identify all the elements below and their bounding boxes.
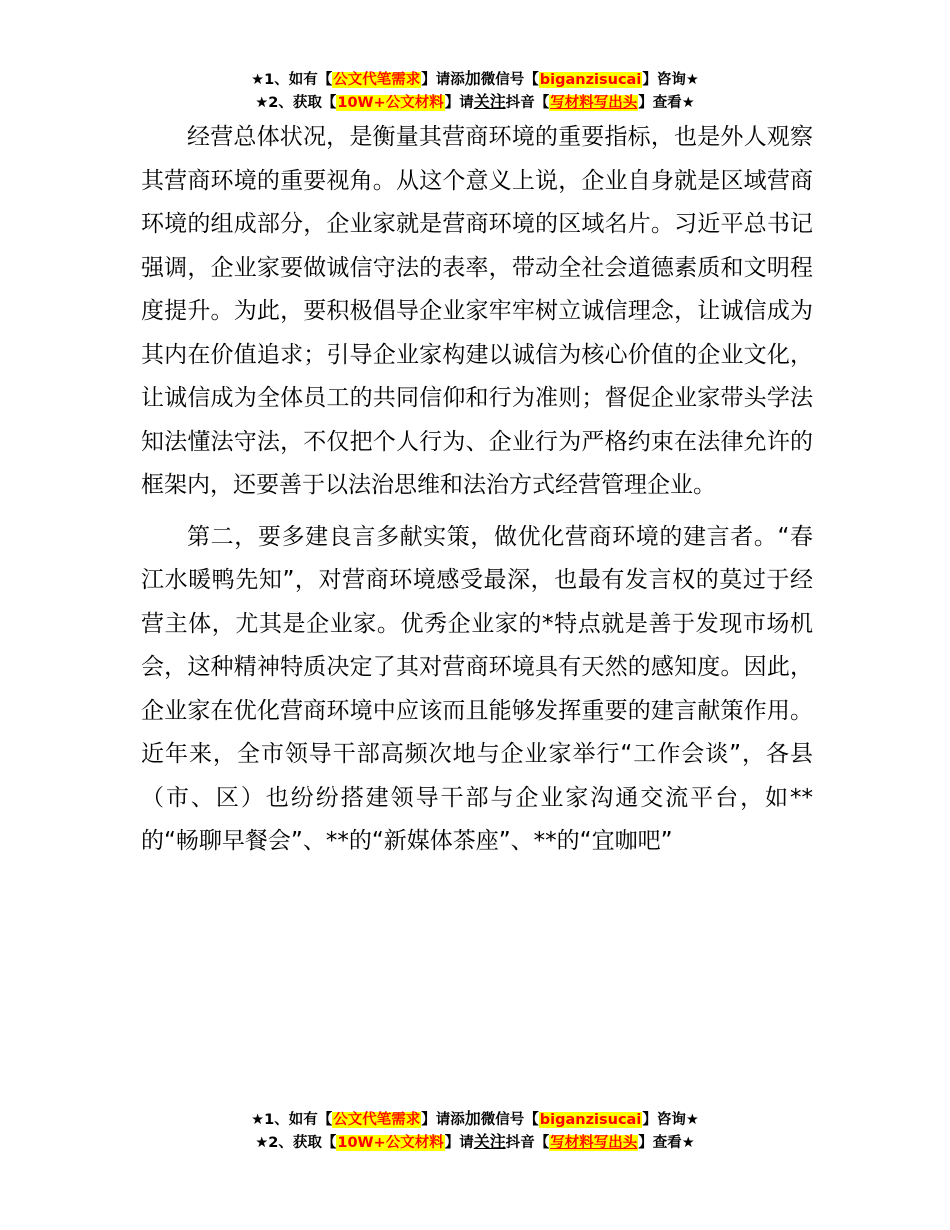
banner-emphasis: 加 — [464, 69, 481, 88]
banner-text: 抖音【 — [505, 1135, 550, 1151]
banner-highlight-douyin: 写材料写出头 — [550, 95, 638, 111]
banner-text: ★2、获取【 — [255, 95, 337, 111]
banner-text: 】咨询★ — [642, 1112, 699, 1128]
banner-text: ★1、如有【 — [251, 72, 333, 88]
banner-text: 抖音【 — [505, 95, 550, 111]
banner-text: 】请 — [444, 95, 474, 111]
document-body — [141, 116, 813, 864]
body-paragraph-1: 经营总体状况，是衡量其营商环境的重要指标，也是外人观察其营商环境的重要视角。从这个意义上说，企业自身就是区域营商环境的组成部分，企业家就是营商环境的区域名片。习近平总书记强调，企业家要做诚信守法的表率，带动全社会道德素质和文明程度提升。为此，要积极倡导企业家牢牢树立诚信理念，让诚信成为其内在价值追求；引导企业家构建以诚信为核心价值的企业文化，让诚信成为全体员工的共同信仰和行为准则；督促企业家带头学法知法懂法守法，不仅把个人行为、企业行为严格约束在法律允许的框架内，还要善于以法治思维和法治方式经营管理企业。 — [141, 124, 813, 498]
banner-highlight-service: 公文代笔需求 — [333, 72, 421, 88]
header-banner — [0, 68, 950, 114]
banner-emphasis: 关注 — [473, 1132, 506, 1151]
banner-text: 】查看★ — [638, 95, 695, 111]
banner-text: 微信号【 — [480, 1112, 539, 1128]
banner-highlight-douyin: 写材料写出头 — [550, 1135, 638, 1151]
banner-emphasis: 关注 — [473, 92, 506, 111]
header-banner-line-2 — [0, 91, 950, 114]
header-banner-line-1 — [0, 68, 950, 91]
footer-banner — [0, 1108, 950, 1154]
banner-highlight-wechat-id: biganzisucai — [539, 1112, 642, 1128]
banner-text: 】请添 — [421, 72, 465, 88]
banner-text: 微信号【 — [480, 72, 539, 88]
banner-text: 】咨询★ — [642, 72, 699, 88]
banner-text: 】请添 — [421, 1112, 465, 1128]
banner-text: ★2、获取【 — [255, 1135, 337, 1151]
footer-banner-line-2 — [0, 1131, 950, 1154]
banner-highlight-materials: 10W+公文材料 — [337, 95, 444, 111]
banner-emphasis: 加 — [464, 1109, 481, 1128]
banner-text: 】查看★ — [638, 1135, 695, 1151]
banner-highlight-materials: 10W+公文材料 — [337, 1135, 444, 1151]
body-paragraph-2: 第二，要多建良言多献实策，做优化营商环境的建言者。“春江水暖鸭先知”，对营商环境感受最深，也最有发言权的莫过于经营主体，尤其是企业家。优秀企业家的*特点就是善于发现市场机会，这种精神特质决定了其对营商环境具有天然的感知度。因此，企业家在优化营商环境中应该而且能够发挥重要的建言献策作用。近年来，全市领导干部高频次地与企业家举行“工作会谈”，各县（市、区）也纷纷搭建领导干部与企业家沟通交流平台，如**的“畅聊早餐会”、**的“新媒体茶座”、**的“宜咖吧” — [141, 523, 813, 854]
banner-highlight-wechat-id: biganzisucai — [539, 72, 642, 88]
banner-text: ★1、如有【 — [251, 1112, 333, 1128]
banner-highlight-service: 公文代笔需求 — [333, 1112, 421, 1128]
banner-text: 】请 — [444, 1135, 474, 1151]
footer-banner-line-1 — [0, 1108, 950, 1131]
